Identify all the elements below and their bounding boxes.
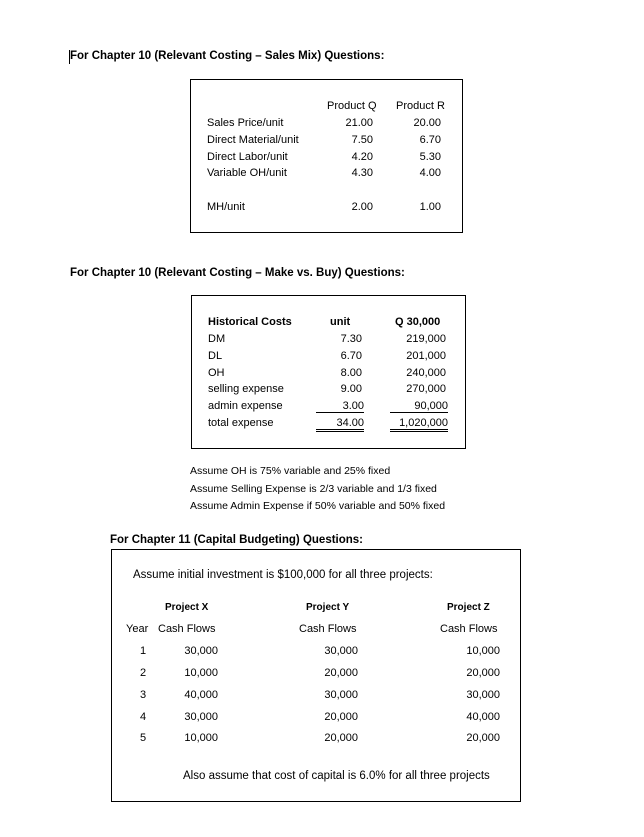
cell-z: 40,000	[466, 711, 500, 723]
row-label-mh: MH/unit	[207, 201, 245, 213]
row-label: Direct Material/unit	[207, 134, 299, 146]
cell-r: 4.00	[419, 167, 441, 179]
cell-q: 4.20	[351, 151, 373, 163]
cell-year: 4	[139, 711, 147, 723]
cell-year: 2	[139, 667, 147, 679]
cell-total: 201,000	[406, 350, 446, 362]
assumption-oh: Assume OH is 75% variable and 25% fixed	[190, 465, 391, 477]
cell-y: 30,000	[324, 645, 358, 657]
sales-mix-table	[190, 79, 463, 233]
col-header-project-y: Project Y	[306, 602, 350, 613]
cell-unit-total: 34.00	[316, 417, 364, 432]
cell-z: 10,000	[466, 645, 500, 657]
cell-year: 1	[139, 645, 147, 657]
cell-unit: 9.00	[340, 383, 362, 395]
cell-r: 5.30	[419, 151, 441, 163]
cell-y: 20,000	[324, 732, 358, 744]
col-header-year: Year	[126, 623, 149, 635]
cell-r: 6.70	[419, 134, 441, 146]
cost-of-capital-note: Also assume that cost of capital is 6.0% for all three projects	[183, 770, 490, 782]
cell-x: 10,000	[184, 667, 218, 679]
col-header-historical-costs: Historical Costs	[208, 316, 292, 328]
cell-total: 240,000	[406, 367, 446, 379]
cell-y: 30,000	[324, 689, 358, 701]
cell-q: 4.30	[351, 167, 373, 179]
cell-total: 90,000	[390, 400, 448, 413]
row-label: admin expense	[208, 400, 283, 412]
assumption-selling: Assume Selling Expense is 2/3 variable and 1/3 fixed	[190, 483, 437, 495]
col-header-total: Q 30,000	[395, 316, 441, 328]
cell-x: 30,000	[184, 645, 218, 657]
capital-budgeting-table	[111, 549, 521, 802]
col-header-cash-flows-x: Cash Flows	[158, 623, 216, 635]
cell-unit: 8.00	[340, 367, 362, 379]
make-vs-buy-heading: For Chapter 10 (Relevant Costing – Make vs. Buy) Questions:	[70, 267, 405, 279]
col-header-unit: unit	[330, 316, 351, 328]
cell-q: 21.00	[345, 117, 373, 129]
assumption-admin: Assume Admin Expense if 50% variable and 50% fixed	[190, 500, 446, 512]
row-label: selling expense	[208, 383, 284, 395]
make-vs-buy-table	[191, 295, 466, 449]
row-label: DM	[208, 333, 226, 345]
col-header-project-z: Project Z	[447, 602, 490, 613]
row-label: OH	[208, 367, 225, 379]
cell-q: 7.50	[351, 134, 373, 146]
cell-r: 1.00	[419, 201, 441, 213]
cell-z: 30,000	[466, 689, 500, 701]
cell-unit: 7.30	[340, 333, 362, 345]
cell-q: 2.00	[351, 201, 373, 213]
col-header-product-q: Product Q	[327, 100, 377, 112]
cell-total: 219,000	[406, 333, 446, 345]
row-label: Variable OH/unit	[207, 167, 287, 179]
cell-year: 3	[139, 689, 147, 701]
row-label-total: total expense	[208, 417, 274, 429]
col-header-cash-flows-z: Cash Flows	[440, 623, 498, 635]
col-header-product-r: Product R	[396, 100, 445, 112]
cell-r: 20.00	[413, 117, 441, 129]
cell-x: 10,000	[184, 732, 218, 744]
cell-z: 20,000	[466, 732, 500, 744]
cell-x: 40,000	[184, 689, 218, 701]
row-label: Sales Price/unit	[207, 117, 284, 129]
cell-z: 20,000	[466, 667, 500, 679]
cell-x: 30,000	[184, 711, 218, 723]
capital-budgeting-heading: For Chapter 11 (Capital Budgeting) Questions:	[110, 534, 364, 546]
cell-unit: 3.00	[316, 400, 364, 413]
cell-unit: 6.70	[340, 350, 362, 362]
row-label: DL	[208, 350, 223, 362]
row-label: Direct Labor/unit	[207, 151, 288, 163]
cell-y: 20,000	[324, 667, 358, 679]
cell-y: 20,000	[324, 711, 358, 723]
cell-total: 270,000	[406, 383, 446, 395]
col-header-project-x: Project X	[165, 602, 209, 613]
cell-year: 5	[139, 732, 147, 744]
investment-intro: Assume initial investment is $100,000 for all three projects:	[133, 569, 433, 581]
col-header-cash-flows-y: Cash Flows	[299, 623, 357, 635]
sales-mix-heading: For Chapter 10 (Relevant Costing – Sales Mix) Questions:	[70, 50, 385, 62]
cell-total-total: 1,020,000	[390, 417, 448, 432]
